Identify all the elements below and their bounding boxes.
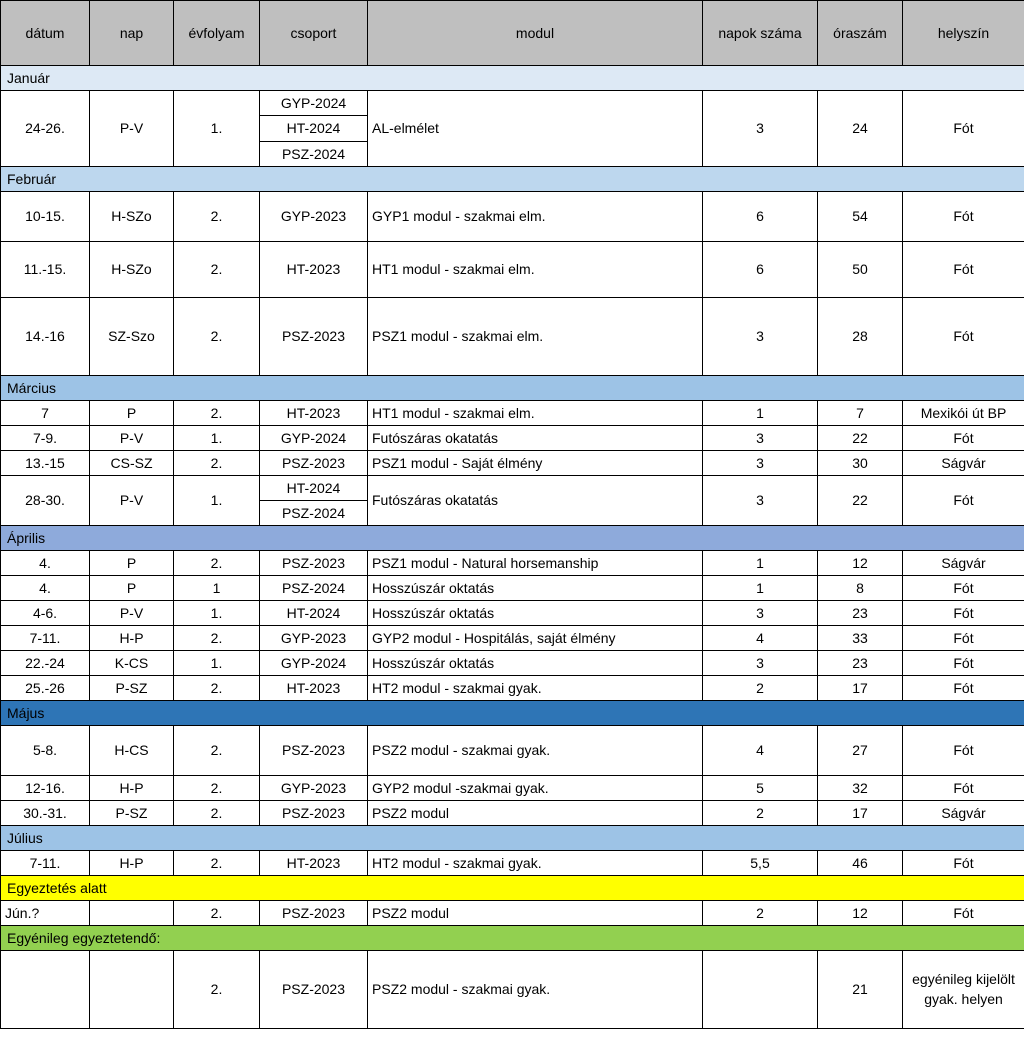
- cell-csoport: HT-2024: [260, 600, 368, 625]
- cell-nap: H-SZo: [90, 191, 174, 241]
- cell-helyszin: Fót: [903, 91, 1024, 167]
- header-napok-szama: napok száma: [703, 1, 818, 66]
- cell-datum: 13.-15: [1, 450, 90, 475]
- cell-evfolyam: 1.: [174, 600, 260, 625]
- month-header-row: [1, 375, 1024, 400]
- header-row: [1, 1, 1024, 66]
- cell-csoport: HT-2023: [260, 400, 368, 425]
- table-row: [1, 675, 1024, 700]
- cell-oraszam: 22: [818, 425, 903, 450]
- cell-csoport: HT-2023: [260, 241, 368, 297]
- cell-helyszin: Fót: [903, 850, 1024, 875]
- cell-csoport: PSZ-2023: [260, 450, 368, 475]
- cell-datum: [1, 950, 90, 1028]
- cell-csoport: GYP-2024: [260, 650, 368, 675]
- cell-helyszin: Fót: [903, 241, 1024, 297]
- cell-oraszam: 30: [818, 450, 903, 475]
- cell-csoport: GYP-2024: [260, 425, 368, 450]
- cell-evfolyam: 1.: [174, 425, 260, 450]
- cell-evfolyam: 1.: [174, 91, 260, 167]
- table-row: [1, 297, 1024, 375]
- cell-oraszam: 23: [818, 650, 903, 675]
- cell-modul: Futószáras okatatás: [368, 475, 703, 525]
- cell-helyszin: Ságvár: [903, 550, 1024, 575]
- table-row: [1, 241, 1024, 297]
- cell-datum: Jún.?: [1, 900, 90, 925]
- table-row: [1, 475, 1024, 500]
- cell-helyszin: Ságvár: [903, 800, 1024, 825]
- table-row: [1, 425, 1024, 450]
- month-header-row: [1, 66, 1024, 91]
- cell-modul: PSZ2 modul - szakmai gyak.: [368, 950, 703, 1028]
- month-header-row: [1, 525, 1024, 550]
- cell-datum: 7-11.: [1, 850, 90, 875]
- cell-evfolyam: 2.: [174, 297, 260, 375]
- table-row: [1, 650, 1024, 675]
- table-row: [1, 900, 1024, 925]
- cell-napok-szama: 3: [703, 425, 818, 450]
- cell-oraszam: 22: [818, 475, 903, 525]
- cell-datum: 12-16.: [1, 775, 90, 800]
- cell-modul: AL-elmélet: [368, 91, 703, 167]
- header-csoport: csoport: [260, 1, 368, 66]
- cell-csoport: PSZ-2023: [260, 900, 368, 925]
- month-title: Egyénileg egyeztetendő:: [1, 925, 1024, 950]
- cell-nap: P-V: [90, 475, 174, 525]
- cell-nap: [90, 900, 174, 925]
- cell-helyszin: Fót: [903, 425, 1024, 450]
- cell-nap: H-CS: [90, 725, 174, 775]
- cell-datum: 22.-24: [1, 650, 90, 675]
- cell-modul: GYP2 modul -szakmai gyak.: [368, 775, 703, 800]
- cell-nap: H-SZo: [90, 241, 174, 297]
- header-modul: modul: [368, 1, 703, 66]
- cell-helyszin: Fót: [903, 297, 1024, 375]
- cell-oraszam: 12: [818, 900, 903, 925]
- cell-oraszam: 23: [818, 600, 903, 625]
- cell-oraszam: 8: [818, 575, 903, 600]
- table-row: [1, 575, 1024, 600]
- cell-napok-szama: 6: [703, 241, 818, 297]
- cell-napok-szama: 3: [703, 475, 818, 525]
- month-header-row: [1, 825, 1024, 850]
- cell-modul: GYP2 modul - Hospitálás, saját élmény: [368, 625, 703, 650]
- table-row: [1, 450, 1024, 475]
- cell-napok-szama: 5: [703, 775, 818, 800]
- cell-modul: Hosszúszár oktatás: [368, 600, 703, 625]
- cell-helyszin: Fót: [903, 900, 1024, 925]
- cell-modul: PSZ1 modul - Natural horsemanship: [368, 550, 703, 575]
- table-row: [1, 550, 1024, 575]
- cell-evfolyam: 1.: [174, 650, 260, 675]
- table-row: [1, 775, 1024, 800]
- month-title: Március: [1, 375, 1024, 400]
- cell-napok-szama: 1: [703, 400, 818, 425]
- table-row: [1, 725, 1024, 775]
- cell-modul: GYP1 modul - szakmai elm.: [368, 191, 703, 241]
- cell-modul: HT1 modul - szakmai elm.: [368, 241, 703, 297]
- cell-helyszin: Fót: [903, 675, 1024, 700]
- cell-csoport: HT-2023: [260, 850, 368, 875]
- cell-datum: 30.-31.: [1, 800, 90, 825]
- cell-evfolyam: 2.: [174, 241, 260, 297]
- cell-evfolyam: 2.: [174, 550, 260, 575]
- cell-modul: PSZ2 modul - szakmai gyak.: [368, 725, 703, 775]
- cell-csoport: PSZ-2023: [260, 297, 368, 375]
- cell-csoport: GYP-2023: [260, 191, 368, 241]
- cell-napok-szama: [703, 950, 818, 1028]
- cell-nap: P: [90, 400, 174, 425]
- month-title: Július: [1, 825, 1024, 850]
- cell-nap: P-V: [90, 600, 174, 625]
- cell-csoport: GYP-2024: [260, 91, 368, 116]
- cell-nap: [90, 950, 174, 1028]
- cell-modul: HT2 modul - szakmai gyak.: [368, 675, 703, 700]
- cell-evfolyam: 2.: [174, 850, 260, 875]
- cell-oraszam: 12: [818, 550, 903, 575]
- cell-modul: HT1 modul - szakmai elm.: [368, 400, 703, 425]
- cell-napok-szama: 1: [703, 575, 818, 600]
- cell-nap: P-SZ: [90, 800, 174, 825]
- month-title: Május: [1, 700, 1024, 725]
- cell-nap: H-P: [90, 850, 174, 875]
- cell-helyszin: Fót: [903, 475, 1024, 525]
- cell-oraszam: 24: [818, 91, 903, 167]
- cell-oraszam: 33: [818, 625, 903, 650]
- table-row: [1, 400, 1024, 425]
- cell-csoport: PSZ-2023: [260, 800, 368, 825]
- header-evfolyam: évfolyam: [174, 1, 260, 66]
- cell-napok-szama: 4: [703, 725, 818, 775]
- cell-csoport: PSZ-2024: [260, 500, 368, 525]
- cell-csoport: PSZ-2023: [260, 950, 368, 1028]
- cell-evfolyam: 2.: [174, 400, 260, 425]
- cell-nap: H-P: [90, 625, 174, 650]
- cell-datum: 10-15.: [1, 191, 90, 241]
- cell-napok-szama: 3: [703, 450, 818, 475]
- cell-datum: 24-26.: [1, 91, 90, 167]
- cell-nap: P: [90, 575, 174, 600]
- table-row: [1, 800, 1024, 825]
- cell-modul: HT2 modul - szakmai gyak.: [368, 850, 703, 875]
- cell-napok-szama: 4: [703, 625, 818, 650]
- cell-oraszam: 32: [818, 775, 903, 800]
- cell-helyszin: Fót: [903, 600, 1024, 625]
- cell-napok-szama: 3: [703, 91, 818, 167]
- cell-csoport: PSZ-2024: [260, 575, 368, 600]
- cell-modul: Futószáras okatatás: [368, 425, 703, 450]
- header-datum: dátum: [1, 1, 90, 66]
- cell-helyszin: Mexikói út BP: [903, 400, 1024, 425]
- cell-csoport: PSZ-2023: [260, 550, 368, 575]
- table-row: [1, 850, 1024, 875]
- cell-oraszam: 7: [818, 400, 903, 425]
- cell-evfolyam: 2.: [174, 675, 260, 700]
- cell-nap: CS-SZ: [90, 450, 174, 475]
- cell-nap: SZ-Szo: [90, 297, 174, 375]
- cell-helyszin: Fót: [903, 775, 1024, 800]
- cell-datum: 4.: [1, 575, 90, 600]
- cell-evfolyam: 2.: [174, 800, 260, 825]
- cell-evfolyam: 2.: [174, 900, 260, 925]
- cell-csoport: GYP-2023: [260, 775, 368, 800]
- cell-evfolyam: 2.: [174, 775, 260, 800]
- cell-evfolyam: 1.: [174, 475, 260, 525]
- cell-csoport: PSZ-2024: [260, 141, 368, 166]
- cell-oraszam: 27: [818, 725, 903, 775]
- cell-datum: 5-8.: [1, 725, 90, 775]
- cell-csoport: HT-2024: [260, 475, 368, 500]
- cell-datum: 14.-16: [1, 297, 90, 375]
- cell-helyszin: Fót: [903, 191, 1024, 241]
- cell-evfolyam: 2.: [174, 450, 260, 475]
- cell-modul: PSZ2 modul: [368, 900, 703, 925]
- cell-napok-szama: 2: [703, 675, 818, 700]
- month-title: Január: [1, 66, 1024, 91]
- cell-oraszam: 46: [818, 850, 903, 875]
- cell-modul: PSZ1 modul - Saját élmény: [368, 450, 703, 475]
- cell-napok-szama: 3: [703, 297, 818, 375]
- cell-napok-szama: 2: [703, 800, 818, 825]
- cell-datum: 7-11.: [1, 625, 90, 650]
- month-header-row: [1, 700, 1024, 725]
- cell-csoport: GYP-2023: [260, 625, 368, 650]
- cell-helyszin: Fót: [903, 725, 1024, 775]
- cell-oraszam: 17: [818, 800, 903, 825]
- table-row: [1, 625, 1024, 650]
- cell-datum: 11.-15.: [1, 241, 90, 297]
- table-row: [1, 191, 1024, 241]
- cell-helyszin: Fót: [903, 650, 1024, 675]
- cell-datum: 4.: [1, 550, 90, 575]
- cell-napok-szama: 6: [703, 191, 818, 241]
- cell-modul: Hosszúszár oktatás: [368, 575, 703, 600]
- cell-evfolyam: 2.: [174, 950, 260, 1028]
- cell-napok-szama: 3: [703, 650, 818, 675]
- cell-csoport: PSZ-2023: [260, 725, 368, 775]
- cell-helyszin: Fót: [903, 625, 1024, 650]
- header-oraszam: óraszám: [818, 1, 903, 66]
- cell-oraszam: 54: [818, 191, 903, 241]
- month-header-row: [1, 166, 1024, 191]
- cell-nap: K-CS: [90, 650, 174, 675]
- cell-oraszam: 28: [818, 297, 903, 375]
- table-row: [1, 950, 1024, 1028]
- cell-oraszam: 17: [818, 675, 903, 700]
- table-row: [1, 600, 1024, 625]
- cell-modul: Hosszúszár oktatás: [368, 650, 703, 675]
- cell-datum: 7-9.: [1, 425, 90, 450]
- table-row: [1, 91, 1024, 116]
- cell-nap: P: [90, 550, 174, 575]
- cell-oraszam: 21: [818, 950, 903, 1028]
- cell-datum: 4-6.: [1, 600, 90, 625]
- month-title: Április: [1, 525, 1024, 550]
- cell-datum: 28-30.: [1, 475, 90, 525]
- cell-evfolyam: 2.: [174, 625, 260, 650]
- cell-modul: PSZ2 modul: [368, 800, 703, 825]
- cell-napok-szama: 1: [703, 550, 818, 575]
- cell-helyszin: Fót: [903, 575, 1024, 600]
- cell-evfolyam: 1: [174, 575, 260, 600]
- cell-nap: P-V: [90, 91, 174, 167]
- header-helyszin: helyszín: [903, 1, 1024, 66]
- cell-napok-szama: 3: [703, 600, 818, 625]
- cell-nap: P-V: [90, 425, 174, 450]
- cell-nap: P-SZ: [90, 675, 174, 700]
- month-header-row: [1, 925, 1024, 950]
- cell-napok-szama: 5,5: [703, 850, 818, 875]
- cell-csoport: HT-2024: [260, 116, 368, 141]
- cell-helyszin: egyénileg kijelölt gyak. helyen: [903, 950, 1024, 1028]
- cell-evfolyam: 2.: [174, 191, 260, 241]
- cell-modul: PSZ1 modul - szakmai elm.: [368, 297, 703, 375]
- cell-helyszin: Ságvár: [903, 450, 1024, 475]
- month-header-row: [1, 875, 1024, 900]
- cell-datum: 7: [1, 400, 90, 425]
- cell-nap: H-P: [90, 775, 174, 800]
- header-nap: nap: [90, 1, 174, 66]
- cell-evfolyam: 2.: [174, 725, 260, 775]
- cell-csoport: HT-2023: [260, 675, 368, 700]
- cell-oraszam: 50: [818, 241, 903, 297]
- cell-datum: 25.-26: [1, 675, 90, 700]
- month-title: Február: [1, 166, 1024, 191]
- month-title: Egyeztetés alatt: [1, 875, 1024, 900]
- cell-napok-szama: 2: [703, 900, 818, 925]
